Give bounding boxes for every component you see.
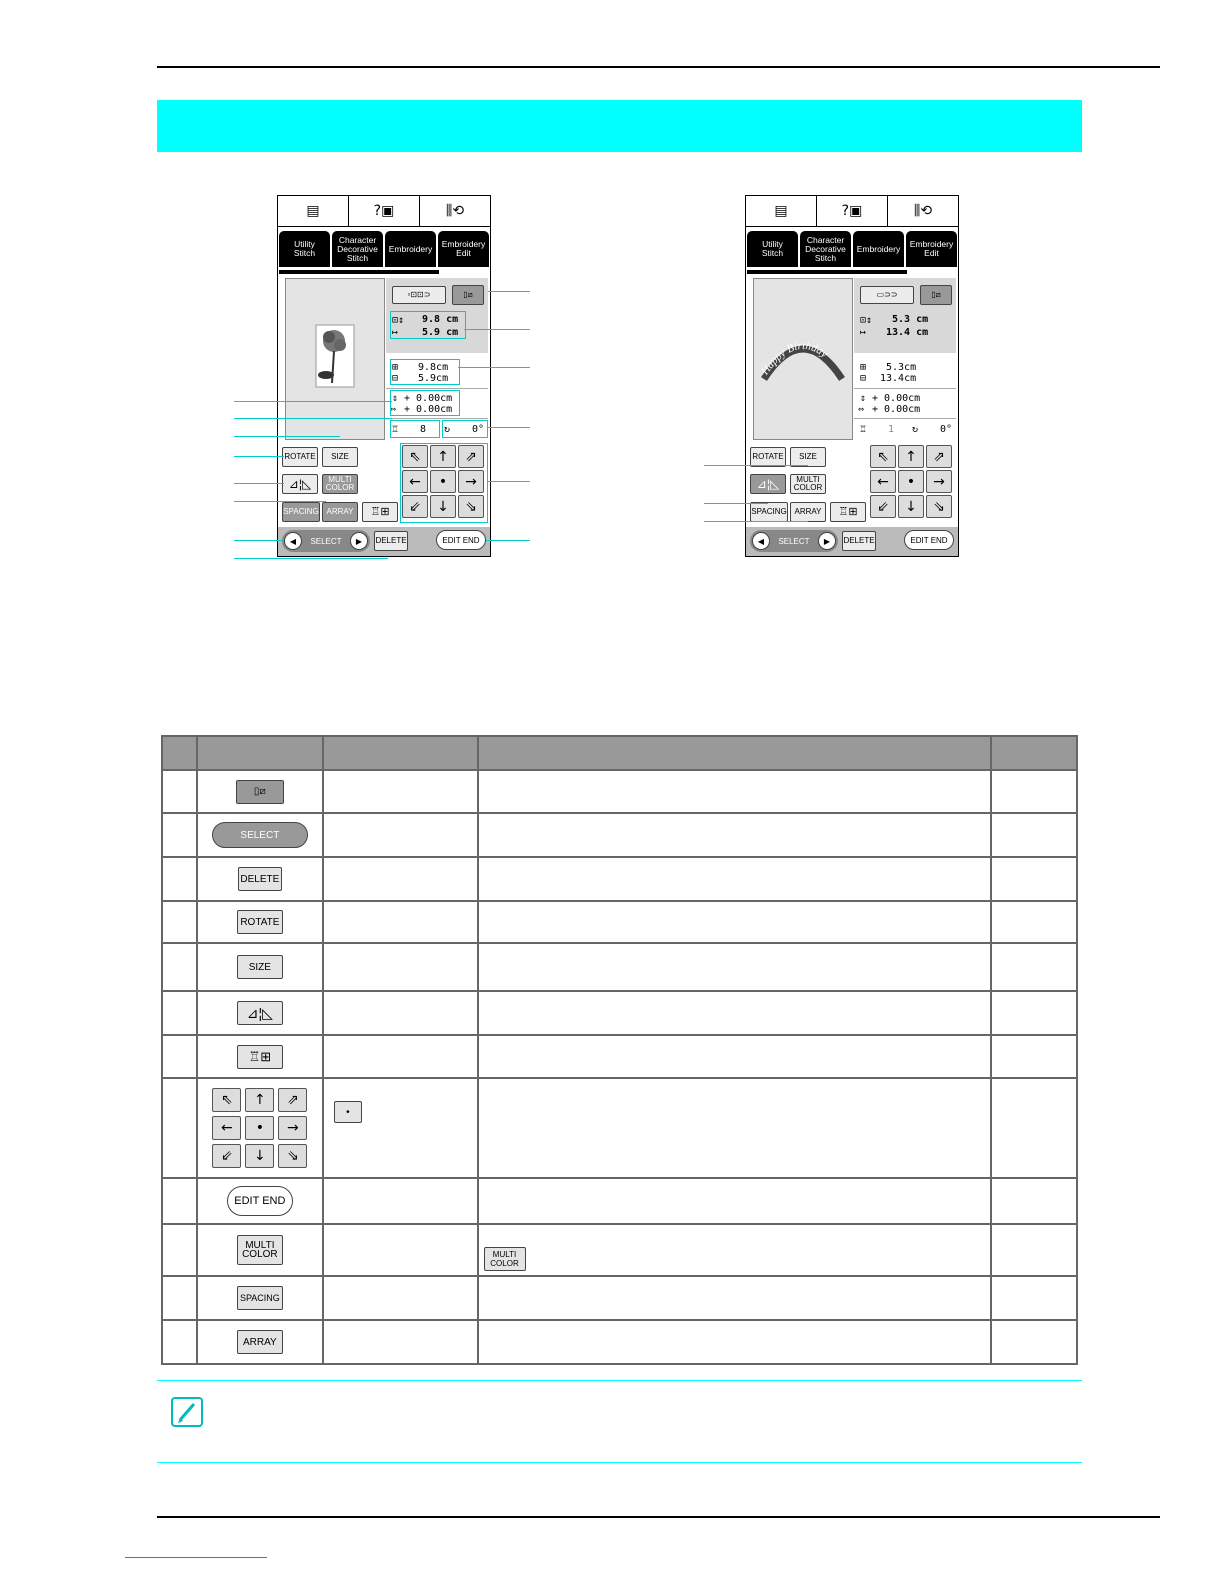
mirror-button[interactable]: ⊿¦◺ [750,474,786,494]
callout-line [486,540,530,541]
size-button[interactable]: SIZE [322,447,358,467]
arrow-up-icon[interactable]: ↑ [898,445,924,468]
arrow-down-left-icon[interactable]: ⇙ [402,495,428,518]
design-h-icon: ⊟ [392,373,399,384]
right-screen [745,195,959,557]
design-width: 5.3cm [886,362,917,373]
table-header [162,736,1077,770]
table-row [162,991,1077,1035]
multi-color-button[interactable]: MULTI COLOR [790,474,826,494]
select-label: SELECT [212,822,308,848]
mirror-button[interactable]: ⊿¦◺ [282,474,318,494]
offset-horizontal: + 0.00cm [872,404,921,415]
highlight [442,420,488,438]
multi-color-label: MULTI COLOR [237,1235,283,1265]
tab-character-decorative[interactable]: Character Decorative Stitch [332,231,383,267]
callout-line [234,501,326,502]
delete-button[interactable]: DELETE [842,531,876,551]
callout-line [234,418,392,419]
size-height-icon: ↦ [860,327,867,338]
tab-embroidery-edit[interactable]: Embroidery Edit [438,231,489,267]
size-button[interactable]: SIZE [790,447,826,467]
embroidery-frame-button[interactable]: ▯⧄ [452,285,484,305]
array-button[interactable]: ARRAY [790,502,826,522]
callout-line [488,291,530,292]
thread-icon[interactable]: ⫼⟲ [913,203,933,219]
design-width: 9.8cm [418,362,449,373]
multi-color-button[interactable]: MULTI COLOR [322,474,358,494]
center-dot-icon: • [245,1116,274,1140]
note-bottom-rule [157,1462,1082,1463]
arrow-up-icon: ↑ [245,1088,274,1112]
callout-line [458,367,530,368]
table-row [162,770,1077,813]
select-label: SELECT [778,536,810,546]
select-prev-icon[interactable]: ◀ [284,532,302,550]
header-cell [323,736,478,770]
color-array-button[interactable]: ♖⊞ [362,502,398,522]
tab-underline [747,270,907,274]
callout-line [234,436,340,437]
section-banner [157,100,1082,152]
size-width: 9.8 cm [422,314,459,325]
arrow-up-right-icon: ⇗ [278,1088,307,1112]
size-width-icon: ⊡↕ [392,315,405,326]
select-prev-icon[interactable]: ◀ [752,532,770,550]
table-row [162,1224,1077,1276]
callout-line [704,503,768,504]
multi-color-label: MULTI COLOR [484,1247,526,1271]
arrow-down-icon: ↓ [245,1144,274,1168]
arrow-down-right-icon: ⇘ [278,1144,307,1168]
tab-underline [279,270,439,274]
arrow-up-right-icon[interactable]: ⇗ [458,445,484,468]
hoop-size-icon: ▫⊡⊡⊃ [392,286,446,304]
design-h-icon: ⊟ [860,373,867,384]
arrow-down-right-icon[interactable]: ⇘ [458,495,484,518]
top-icon-bar [746,196,958,227]
center-dot-icon: • [334,1101,362,1123]
offset-v-icon: ⇕ [392,393,399,404]
edit-end-button[interactable]: EDIT END [904,530,954,550]
size-height-icon: ↦ [392,327,399,338]
rotate-label: ROTATE [237,910,283,934]
size-width-icon: ⊡↕ [860,315,873,326]
arrow-left-icon: ← [212,1116,241,1140]
arrow-left-icon[interactable]: ← [870,470,896,493]
embroidery-frame-button[interactable]: ▯⧄ [920,285,952,305]
callout-line [488,481,530,482]
color-count: 8 [420,424,427,435]
edit-end-label: EDIT END [227,1186,293,1216]
embroidery-frame-icon: ▯⧄ [236,780,284,804]
arrow-up-left-icon[interactable]: ⇖ [402,445,428,468]
highlight [390,311,466,339]
arrow-down-icon[interactable]: ↓ [430,495,456,518]
page-icon[interactable]: ▤ [746,196,817,226]
offset-v-icon: ⇕ [860,393,867,404]
hoop-size-icon: ▭⊃⊃ [860,286,914,304]
arrow-right-icon[interactable]: → [458,470,484,493]
edit-end-button[interactable]: EDIT END [436,530,486,550]
arrow-right-icon: → [278,1116,307,1140]
spacing-label: SPACING [237,1286,283,1310]
offset-vertical: + 0.00cm [404,393,453,404]
arrow-left-icon[interactable]: ← [402,470,428,493]
tab-utility-stitch[interactable]: Utility Stitch [279,231,330,267]
text-art-design [754,279,852,439]
array-label: ARRAY [237,1330,283,1354]
select-label: SELECT [310,536,342,546]
size-height: 13.4 cm [886,327,929,338]
table-row [162,857,1077,901]
tab-embroidery-edit[interactable]: Embroidery Edit [906,231,957,267]
table-row [162,1320,1077,1364]
arrow-down-left-icon[interactable]: ⇙ [870,495,896,518]
highlight [390,420,440,438]
header-cell [162,736,197,770]
tab-utility-stitch[interactable]: Utility Stitch [747,231,798,267]
color-array-icon: ♖⊞ [237,1045,283,1069]
memo-pencil-icon [170,1396,204,1428]
design-w-icon: ⊞ [860,362,867,373]
offset-horizontal: + 0.00cm [404,404,453,415]
arrow-keys-icon [212,1088,307,1168]
arrow-up-left-icon: ⇖ [212,1088,241,1112]
table-row [162,1178,1077,1224]
divider [854,388,956,389]
rotate-button[interactable]: ROTATE [750,447,786,467]
mirror-icon: ⊿¦◺ [237,1001,283,1025]
rotate-angle: 0° [472,424,485,435]
thread-icon[interactable]: ⫼⟲ [445,203,465,219]
divider [854,418,956,419]
table-row [162,813,1077,857]
thread-spool-icon: ♖ [860,424,867,435]
arrow-up-right-icon[interactable]: ⇗ [926,445,952,468]
rose-design-icon [286,279,384,439]
tab-embroidery[interactable]: Embroidery [853,231,904,267]
select-next-icon[interactable]: ▶ [818,532,836,550]
callout-line [234,483,284,484]
table-row [162,943,1077,991]
offset-vertical: + 0.00cm [872,393,921,404]
size-width: 5.3 cm [892,314,929,325]
footer-link-underline [125,1557,267,1558]
design-height: 13.4cm [880,373,917,384]
table-row [162,1035,1077,1078]
offset-h-icon: ⇔ [390,404,397,415]
design-w-icon: ⊞ [392,362,399,373]
callout-line [704,521,808,522]
help-icon[interactable]: ?▣ [817,196,888,226]
header-rule [157,66,1160,68]
spacing-button[interactable]: SPACING [750,502,788,522]
header-cell [197,736,323,770]
header-cell [991,736,1077,770]
mode-tabs [747,231,957,267]
page-icon[interactable]: ▤ [278,196,349,226]
callout-line [488,427,530,428]
divider [386,388,488,389]
offset-h-icon: ⇔ [858,404,865,415]
embroidery-preview [285,278,385,440]
rotate-angle-icon: ↻ [444,424,451,435]
color-count: 1 [888,424,895,435]
callout-line [234,456,284,457]
arrow-down-left-icon: ⇙ [212,1144,241,1168]
callout-line [234,540,284,541]
tab-character-decorative[interactable]: Character Decorative Stitch [800,231,851,267]
arrow-down-icon[interactable]: ↓ [898,495,924,518]
color-array-button[interactable]: ♖⊞ [830,502,866,522]
array-button[interactable]: ARRAY [322,502,358,522]
table-row [162,1276,1077,1320]
arrow-up-icon[interactable]: ↑ [430,445,456,468]
callout-line [234,558,388,559]
size-height: 5.9 cm [422,327,459,338]
arrow-keys [870,445,952,518]
delete-button[interactable]: DELETE [374,531,408,551]
top-icon-bar [278,196,490,227]
table-row [162,901,1077,943]
tab-embroidery[interactable]: Embroidery [385,231,436,267]
rotate-button[interactable]: ROTATE [282,447,318,467]
size-label: SIZE [237,955,283,979]
thread-spool-icon: ♖ [392,424,399,435]
highlight [390,390,460,416]
arrow-right-icon[interactable]: → [926,470,952,493]
arrow-down-right-icon[interactable]: ⇘ [926,495,952,518]
center-dot-icon[interactable]: • [898,470,924,493]
highlight [390,359,460,385]
help-icon[interactable]: ?▣ [349,196,420,226]
footer-rule [157,1516,1160,1518]
left-screen [277,195,491,557]
select-next-icon[interactable]: ▶ [350,532,368,550]
callout-line [234,401,392,402]
spacing-button[interactable]: SPACING [282,502,320,522]
note-top-rule [157,1380,1082,1381]
embroidery-preview [753,278,853,440]
rotate-angle: 0° [940,424,953,435]
callout-line [704,465,808,466]
header-cell [478,736,992,770]
table-row [162,1078,1077,1178]
design-height: 5.9cm [418,373,449,384]
divider [386,418,488,419]
svg-text:Happy Birthday: Happy Birthday [759,339,830,378]
delete-label: DELETE [238,867,282,891]
highlight [400,443,488,523]
center-dot-icon[interactable]: • [430,470,456,493]
callout-line [464,329,530,330]
button-reference-table [161,735,1078,1365]
arrow-up-left-icon[interactable]: ⇖ [870,445,896,468]
rotate-angle-icon: ↻ [912,424,919,435]
mode-tabs [279,231,489,267]
